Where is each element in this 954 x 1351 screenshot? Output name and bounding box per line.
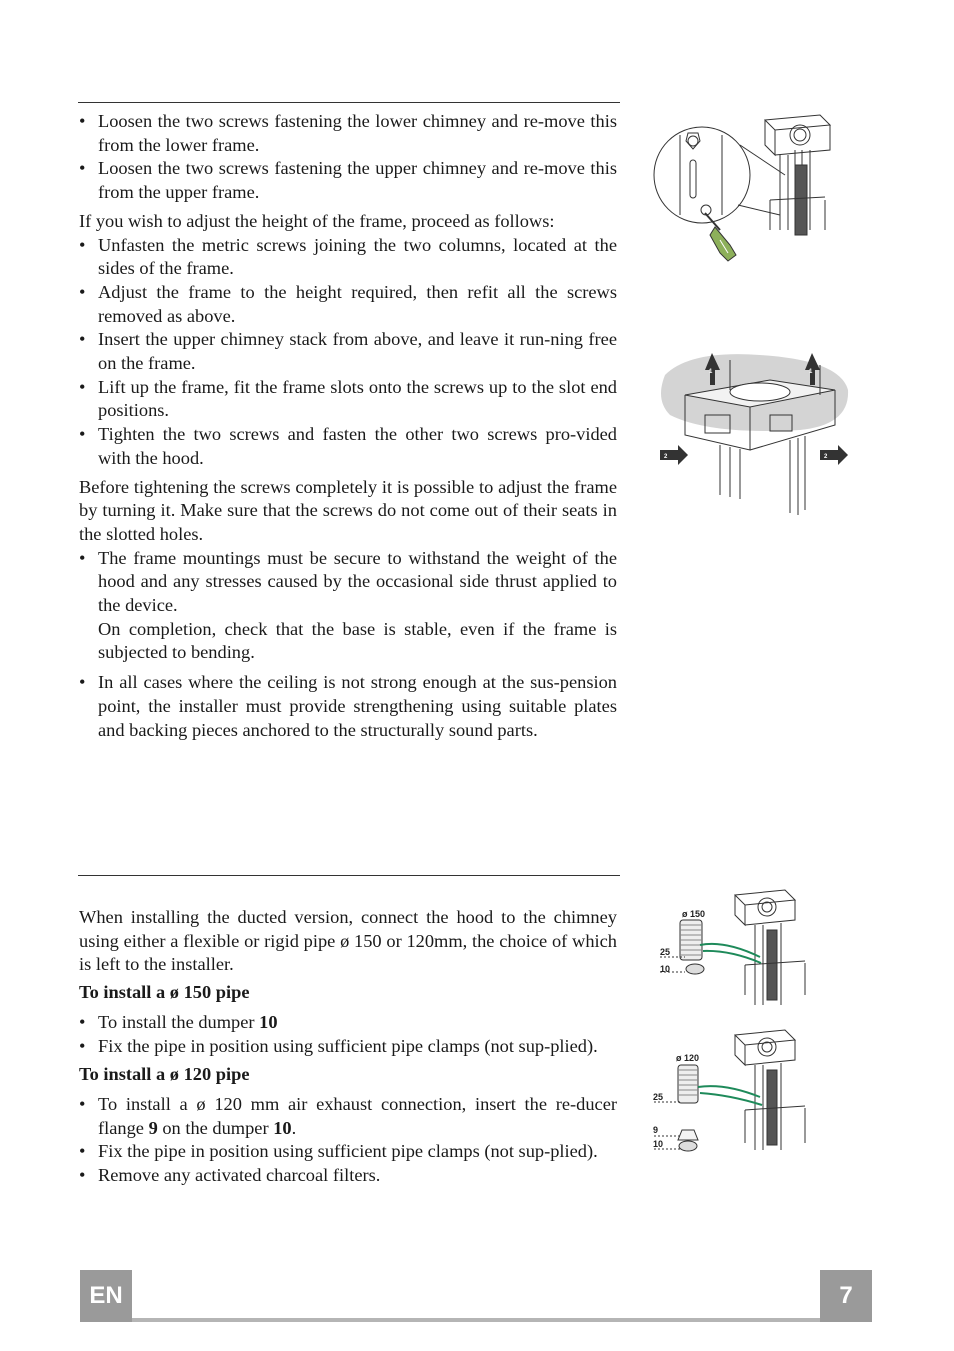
- list-item: • Remove any activated charcoal filters.: [79, 1164, 617, 1188]
- section-divider-middle: [78, 875, 620, 876]
- list-item: • To install the dumper 10: [79, 1011, 617, 1035]
- footer-rule: [132, 1318, 820, 1322]
- adjust-intro: If you wish to adjust the height of the frame, proceed as follows:: [79, 210, 555, 231]
- arrow-up-label-left: 1: [709, 369, 713, 375]
- arrow-side-label-left: 2: [664, 454, 668, 460]
- list-item: • Lift up the frame, fit the frame slots onto the screws up to the slot end positions.: [79, 376, 617, 423]
- list-item: • In all cases where the ceiling is not strong enough at the sus-pension point, the installer must provide strengthening using suitable plates and backing pieces anchored to the structurally sound parts.: [79, 671, 617, 742]
- dim-25-label: 25: [653, 1092, 664, 1102]
- figure-pipe-150-drawing: [655, 885, 825, 1010]
- list-item: • Adjust the frame to the height required, then refit all the screws removed as above.: [79, 281, 617, 328]
- part-10-label: 10: [653, 1139, 664, 1149]
- figure-screw-loosening: [650, 105, 840, 270]
- pipe-120-list: [79, 1093, 617, 1188]
- section-divider-top: [78, 102, 620, 103]
- list-item: • Fix the pipe in position using sufficient pipe clamps (not sup-plied).: [79, 1035, 617, 1059]
- ducted-intro: When installing the ducted version, connect the hood to the chimney using either a flexible or rigid pipe ø 150 or 120mm, the choice of which is left to the installer.: [79, 907, 617, 975]
- list-item: • Tighten the two screws and fasten the other two screws pro-vided with the hood.: [79, 423, 617, 470]
- figure-pipe-120: [650, 1025, 825, 1155]
- tightening-paragraph: Before tightening the screws completely it is possible to adjust the frame by turning it. Make sure that the screws do not come out of their seats in the slotted holes.: [79, 476, 617, 544]
- list-item: • Loosen the two screws fastening the lower chimney and re-move this from the lower frame.: [79, 110, 617, 157]
- dim-25-label: 25: [660, 947, 671, 957]
- figure-pipe-150: [655, 885, 825, 1010]
- figure-pipe-120-drawing: [650, 1025, 825, 1155]
- figure-screw-loosening-drawing: [650, 105, 840, 270]
- arrow-side-label-right: 2: [824, 454, 828, 460]
- list-item: • Insert the upper chimney stack from above, and leave it run-ning free on the frame.: [79, 328, 617, 375]
- part-10-label: 10: [660, 964, 671, 974]
- arrow-up-label-right: 1: [809, 369, 813, 375]
- diameter-120-label: ø 120: [676, 1053, 700, 1063]
- page-number: 7: [820, 1270, 872, 1322]
- frame-adjustment-section: [79, 110, 617, 747]
- list-item: • The frame mountings must be secure to withstand the weight of the hood and any stresses caused by the occasional side thrust applied to the device.: [79, 547, 617, 618]
- heading-120-pipe: To install a ø 120 pipe: [79, 1064, 250, 1085]
- ducted-installation-section: [79, 906, 617, 1193]
- list-item: • To install a ø 120 mm air exhaust connection, insert the re-ducer flange 9 on the dumper 10.: [79, 1093, 617, 1140]
- figure-frame-lift: [650, 345, 855, 520]
- chimney-removal-list: [79, 110, 617, 205]
- list-item: • Loosen the two screws fastening the upper chimney and re-move this from the upper frame.: [79, 157, 617, 204]
- list-item: • Unfasten the metric screws joining the two columns, located at the sides of the frame.: [79, 234, 617, 281]
- strengthening-list: [79, 671, 617, 742]
- pipe-150-list: [79, 1011, 617, 1058]
- adjust-steps-list: [79, 234, 617, 471]
- list-item: • Fix the pipe in position using sufficient pipe clamps (not sup-plied).: [79, 1140, 617, 1164]
- completion-note: On completion, check that the base is stable, even if the frame is subjected to bending.: [98, 618, 617, 663]
- figure-frame-lift-drawing: [650, 345, 855, 520]
- diameter-150-label: ø 150: [682, 909, 706, 919]
- mounting-list: [79, 547, 617, 618]
- heading-150-pipe: To install a ø 150 pipe: [79, 982, 250, 1003]
- part-9-label: 9: [653, 1125, 659, 1135]
- language-badge: EN: [80, 1270, 132, 1322]
